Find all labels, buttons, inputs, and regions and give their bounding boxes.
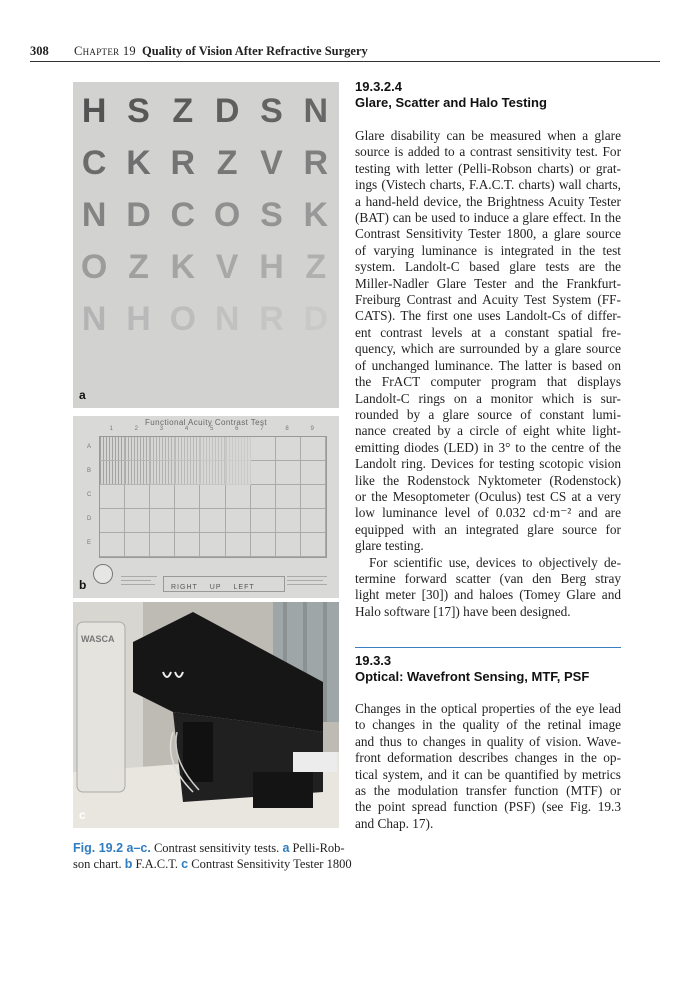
pelli-robson-letter: S	[260, 196, 285, 234]
text-line: Halo software [17]) have been designed.	[355, 603, 571, 619]
fact-column-label: 2	[134, 426, 138, 432]
text-line: For scientific use, devices to objectively de-	[369, 554, 621, 570]
pelli-robson-letter: H	[81, 92, 109, 130]
pelli-robson-letter: R	[259, 300, 286, 338]
fact-row-label: B	[87, 468, 92, 474]
fact-grating-cell	[276, 461, 301, 485]
section-1-body	[355, 128, 621, 620]
caption-letter-a: a	[282, 841, 290, 855]
fact-column-label: 7	[260, 426, 264, 432]
section-heading-19-3-3	[355, 653, 621, 685]
text-line: CATS). The first one uses Landolt-Cs of differ-	[355, 308, 621, 324]
caption-figure-label: Fig. 19.2 a–c.	[73, 841, 151, 855]
text-line: emitting diodes (LED) in 3° to the centre of the	[355, 439, 621, 455]
fact-grating-cell	[226, 437, 251, 461]
fact-fine-print	[287, 576, 327, 577]
pelli-robson-letter: C	[170, 196, 198, 234]
text-line: equipped with an integrated glare source for	[355, 521, 621, 537]
pelli-robson-letter: S	[260, 92, 285, 130]
section-divider-rule	[355, 647, 621, 648]
text-line: the FrACT computer program that displays	[355, 374, 621, 390]
fact-grating-cell	[276, 533, 301, 557]
pelli-robson-letter: N	[214, 300, 242, 338]
fact-grating-cell	[226, 485, 251, 509]
text-line: and thus to changes in quality of vision. Wave-	[355, 733, 621, 749]
text-line: termine forward scatter (van den Berg stray	[355, 570, 621, 586]
pelli-robson-letter: O	[80, 248, 110, 286]
fact-grating-cell	[226, 509, 251, 533]
fact-grating-cell	[301, 461, 326, 485]
pelli-robson-letter: R	[170, 144, 198, 182]
pelli-robson-letter: C	[81, 144, 109, 182]
fact-column-label: 4	[184, 426, 189, 432]
fact-fine-print	[287, 584, 327, 585]
section-heading-19-3-2-4	[355, 79, 621, 111]
pelli-robson-letter: K	[170, 248, 198, 286]
pelli-robson-letter: D	[126, 196, 153, 234]
text-line: to changes in the quality of the retinal image	[355, 717, 621, 733]
fact-column-label: 3	[159, 426, 164, 432]
fact-grating-cell	[125, 509, 150, 533]
pelli-robson-letter: O	[169, 300, 199, 338]
text-line: Landolt-C rings on a monitor which is sur-	[355, 390, 621, 406]
paragraph-glare-testing	[355, 128, 621, 555]
fact-grating-cell	[251, 437, 276, 461]
fact-grating-cell	[226, 461, 251, 485]
fact-grating-cell	[251, 533, 276, 557]
fact-direction-label: LEFT	[233, 584, 255, 591]
text-line: a hand-held device, the Brightness Acuity Tester	[355, 193, 621, 209]
pelli-robson-letter: N	[81, 196, 109, 234]
text-line: (BAT) can be used to induce a glare effect. In the	[355, 210, 621, 226]
pelli-robson-letter: S	[127, 92, 152, 130]
fact-fine-print	[121, 584, 155, 585]
panel-letter-c: c	[79, 808, 86, 822]
pelli-robson-row	[73, 248, 339, 287]
fact-grating-cell	[276, 437, 301, 461]
wasca-label: WASCA	[81, 634, 115, 644]
pelli-robson-letter: N	[303, 92, 331, 130]
section-number: 19.3.2.4	[355, 79, 402, 94]
chapter-title: Quality of Vision After Refractive Surgery	[142, 44, 368, 58]
text-line: the point spread function (PSF) (see Fig. 19.3	[355, 799, 621, 815]
text-line: source is added to a contrast sensitivity test. For	[355, 144, 621, 160]
caption-letter-b: b	[124, 857, 133, 871]
text-line: or the Mesoptometer (Oculus) test CS at a very	[355, 488, 621, 504]
fact-column-label: 9	[310, 426, 314, 432]
caption-text-c: Contrast Sensitivity Tester 1800	[191, 857, 352, 871]
pelli-robson-letter: Z	[172, 92, 196, 130]
fact-seal-logo	[93, 564, 113, 584]
text-line: of varying luminance is integrated in the test	[355, 242, 621, 258]
fact-direction-label: RIGHT	[171, 584, 198, 591]
figure-panel-c-contrast-sensitivity-tester-photo	[73, 602, 339, 828]
fact-grating-cell	[150, 485, 175, 509]
header-rule	[30, 61, 660, 62]
fact-grating-cell	[301, 485, 326, 509]
pelli-robson-letter: D	[303, 300, 331, 338]
fact-grating-cell	[251, 509, 276, 533]
fact-grating-cell	[200, 509, 225, 533]
fact-grating-cell	[301, 509, 326, 533]
pelli-robson-letter: H	[259, 248, 286, 286]
text-line: Landolt ring. Devices for testing scotopic vision	[355, 456, 621, 472]
fact-grating-cell	[200, 533, 225, 557]
fact-row-label: E	[87, 540, 92, 546]
fact-grating-cell	[175, 437, 200, 461]
fact-grating-cell	[175, 485, 200, 509]
figure-panel-a-pelli-robson-chart	[73, 82, 339, 408]
fact-grating-cell	[100, 533, 125, 557]
fact-grating-cell	[226, 533, 251, 557]
text-line: Freiburg Contrast and Acuity Test System (FF-	[355, 292, 621, 308]
text-line: Changes in the optical properties of the eye lead	[355, 701, 621, 716]
paragraph-scientific-use	[355, 555, 621, 621]
fact-grating-cell	[276, 509, 301, 533]
pelli-robson-letter: D	[214, 92, 242, 130]
figure-panel-b-fact-chart	[73, 416, 339, 598]
text-line: tical system, and it can be quantified by metrics	[355, 766, 621, 782]
pelli-robson-letter: R	[303, 144, 331, 182]
text-line: glare testing.	[355, 538, 424, 554]
caption-letter-c: c	[181, 857, 189, 871]
tester-device-illustration	[73, 602, 339, 828]
text-line: testing with letter (Pelli-Robson charts) or grat-	[355, 160, 621, 176]
text-line: front deformation describes changes in the op-	[355, 750, 621, 766]
fact-row-label: C	[87, 492, 92, 498]
pelli-robson-letter: V	[260, 144, 285, 182]
pelli-robson-letter: H	[126, 300, 153, 338]
text-line: nance created by a circle of eight white light-	[355, 423, 621, 439]
text-line: of unchanged luminance. The latter is based on	[355, 357, 621, 373]
fact-grating-cell	[100, 485, 125, 509]
pelli-robson-row	[73, 144, 339, 183]
fact-grating-cell	[100, 437, 125, 461]
fact-grating-cell	[125, 461, 150, 485]
section-2-body	[355, 701, 621, 832]
text-line: ent contrast levels at a constant spatial fre-	[355, 324, 621, 340]
section-title: Optical: Wavefront Sensing, MTF, PSF	[355, 669, 590, 684]
fact-grating-cell	[251, 461, 276, 485]
caption-text-a-cont: son chart.	[73, 857, 122, 871]
fact-column-label: 5	[210, 426, 214, 432]
fact-grating-cell	[150, 533, 175, 557]
fact-grating-grid	[99, 436, 327, 558]
fact-column-label: 6	[235, 426, 239, 432]
fact-grating-cell	[301, 437, 326, 461]
fact-grating-cell	[125, 437, 150, 461]
text-line: rounded by a glare source of constant lumi-	[355, 406, 621, 422]
fact-row-label: A	[87, 444, 92, 450]
pelli-robson-letter: K	[126, 144, 153, 182]
fact-grating-cell	[200, 461, 225, 485]
pelli-robson-row	[73, 196, 339, 235]
text-line: Contrast Sensitivity Tester 1800, a glare source	[355, 226, 621, 242]
text-line: system. Landolt-C based glare tests are the	[355, 259, 621, 275]
pelli-robson-row	[73, 92, 339, 131]
fact-row-label: D	[87, 516, 92, 522]
fact-fine-print	[121, 576, 157, 577]
fact-grating-cell	[100, 509, 125, 533]
fact-grating-cell	[100, 461, 125, 485]
fact-grating-cell	[150, 509, 175, 533]
chapter-label: Chapter 19	[74, 44, 136, 58]
fact-grating-cell	[200, 485, 225, 509]
pelli-robson-row	[73, 300, 339, 339]
fact-column-label: 8	[285, 426, 289, 432]
fact-chart-title: Functional Acuity Contrast Test	[144, 418, 268, 427]
panel-letter-b: b	[79, 578, 87, 592]
pelli-robson-letter: K	[303, 196, 331, 234]
pelli-robson-letter: O	[213, 196, 243, 234]
fact-grating-cell	[125, 533, 150, 557]
fact-grating-cell	[175, 533, 200, 557]
text-line: like the Rodenstock Nyktometer (Rodenstock)	[355, 472, 621, 488]
text-line: Glare disability can be measured when a glare	[355, 128, 621, 143]
fact-column-label: 1	[109, 426, 113, 432]
fact-grating-cell	[200, 437, 225, 461]
fact-grating-cell	[301, 533, 326, 557]
fact-fine-print	[287, 580, 323, 581]
pelli-robson-letter: V	[215, 248, 241, 286]
text-line: as the modulation transfer function (MTF) or	[355, 783, 621, 799]
text-line: light meter [30]) and haloes (Tomey Glare and	[355, 587, 621, 603]
fact-grating-cell	[251, 485, 276, 509]
running-header	[30, 42, 660, 62]
section-title: Glare, Scatter and Halo Testing	[355, 95, 547, 110]
fact-grating-cell	[125, 485, 150, 509]
caption-text-a: Pelli-Rob-	[292, 841, 345, 855]
pelli-robson-letter: Z	[128, 248, 151, 286]
fact-grating-cell	[150, 437, 175, 461]
fact-direction-label: UP	[209, 584, 222, 591]
pelli-robson-letter: Z	[216, 144, 240, 182]
text-line: ings (Vistech charts, F.A.C.T. charts) wall charts,	[355, 177, 621, 193]
pelli-robson-letter: Z	[305, 248, 329, 286]
figure-caption	[73, 840, 352, 872]
caption-text-b: F.A.C.T.	[135, 857, 179, 871]
panel-letter-a: a	[79, 388, 86, 402]
paragraph-wavefront	[355, 701, 621, 832]
fact-grating-cell	[150, 461, 175, 485]
section-number: 19.3.3	[355, 653, 392, 668]
text-line: and Chap. 17).	[355, 815, 434, 831]
text-line: quency, which are surrounded by a glare source	[355, 341, 621, 357]
fact-grating-cell	[276, 485, 301, 509]
pelli-robson-letter: N	[81, 300, 109, 338]
fact-fine-print	[121, 580, 151, 581]
fact-grating-cell	[175, 461, 200, 485]
page-number: 308	[30, 44, 49, 58]
text-line: Miller-Nadler Glare Tester and the Frankfurt-	[355, 275, 621, 291]
text-line: low luminance level of 0.032 cd·m⁻² and are	[355, 505, 621, 521]
fact-grating-cell	[175, 509, 200, 533]
caption-text: Contrast sensitivity tests.	[153, 841, 280, 855]
fact-direction-labels	[171, 584, 267, 591]
